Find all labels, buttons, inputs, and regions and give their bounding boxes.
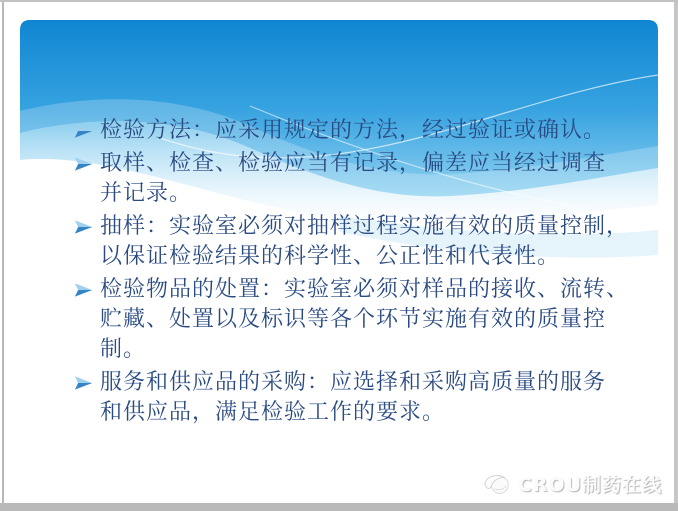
watermark-text: CROU制药在线: [517, 474, 662, 496]
bullet-text: 检验物品的处置：实验室必须对样品的接收、流转、 贮藏、处置以及标识等各个环节实施有效的质量控 制。: [100, 277, 630, 362]
frame-edge-right: [674, 2, 678, 503]
frame-edge-left: [2, 2, 4, 503]
list-item: [76, 116, 641, 146]
bullet-text: 检验方法：应采用规定的方法，经过验证或确认。: [100, 118, 607, 143]
frame-edge-bottom: [0, 503, 678, 511]
bullet-text: 取样、检查、检验应当有记录，偏差应当经过调查 并记录。: [100, 151, 607, 206]
watermark: [482, 470, 662, 497]
list-item: [76, 212, 641, 272]
arrow-bullet-icon: [74, 154, 94, 174]
arrow-bullet-icon: [74, 280, 94, 300]
bullet-text: 抽样：实验室必须对抽样过程实施有效的质量控制， 以保证检验结果的科学性、公正性和代表性。: [100, 214, 630, 269]
crou-logo-icon: [482, 471, 512, 497]
list-item: [76, 275, 641, 365]
bullet-text: 服务和供应品的采购：应选择和采购高质量的服务 和供应品，满足检验工作的要求。: [100, 370, 607, 425]
frame-edge-top: [0, 0, 678, 2]
arrow-bullet-icon: [74, 217, 94, 237]
list-item: [76, 149, 641, 209]
arrow-bullet-icon: [74, 373, 94, 393]
list-item: [76, 368, 641, 428]
arrow-bullet-icon: [74, 121, 94, 141]
bullet-list: [76, 116, 641, 431]
